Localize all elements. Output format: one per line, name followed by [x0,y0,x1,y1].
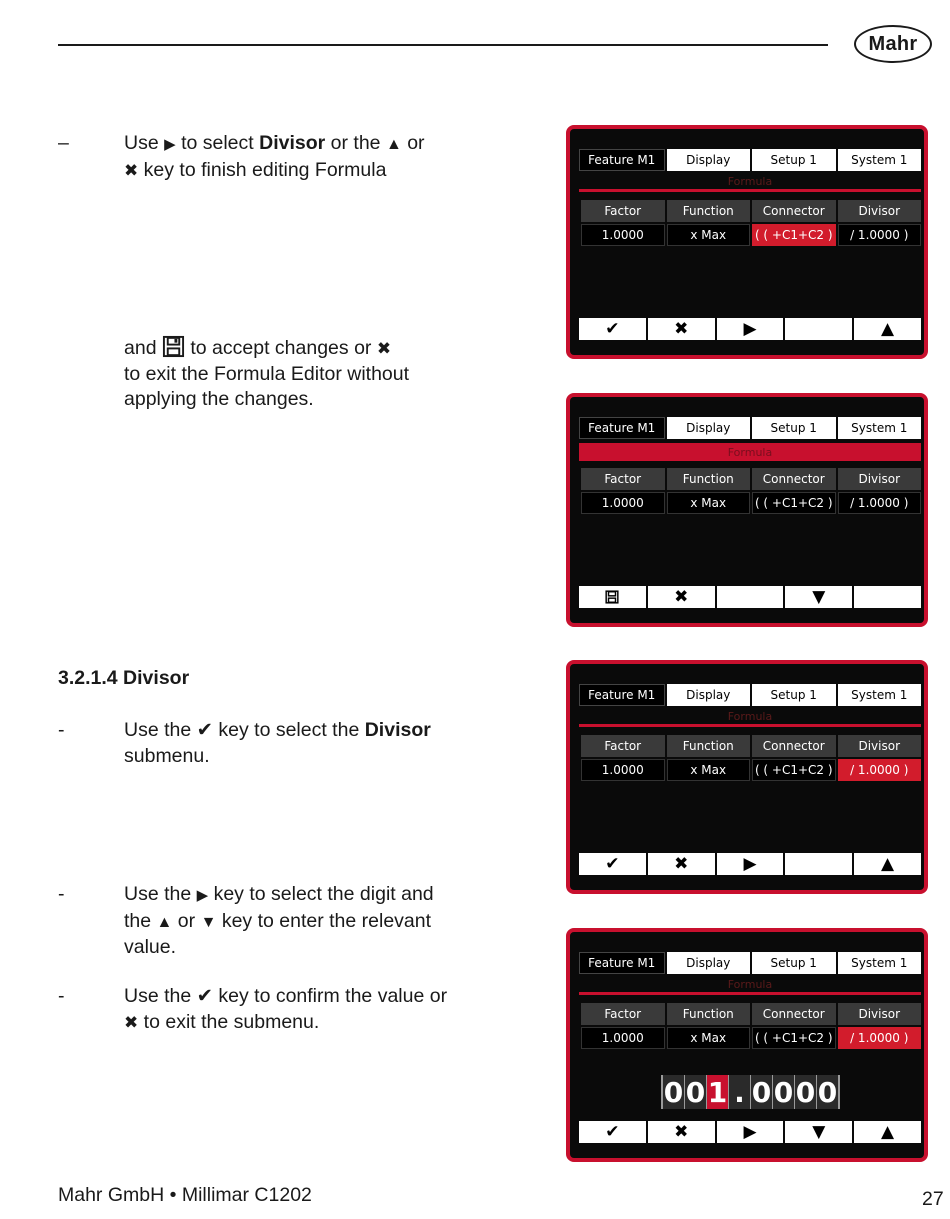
mahr-logo: Mahr [854,25,932,63]
instruction-step5: Use the ✔ key to confirm the value or ✖ to exit the submenu. [124,985,448,1033]
formula-label: Formula [579,174,921,192]
up-key[interactable]: ▲ [854,1121,921,1143]
formula-label[interactable]: Formula [579,443,921,461]
up-arrow-icon: ▲ [385,136,402,153]
function-cell[interactable]: x Max [667,1027,751,1049]
column-header: Connector [752,1003,836,1025]
right-arrow-icon: ▶ [196,887,209,904]
softkey-bar [579,1121,921,1143]
cross-icon: ✖ [124,1012,139,1032]
divisor-cell[interactable]: / 1.0000 ) [838,1027,922,1049]
column-header: Factor [581,200,665,222]
divisor-cell[interactable]: / 1.0000 ) [838,492,922,514]
bullet-dash: – [58,132,69,154]
factor-cell[interactable]: 1.0000 [581,224,665,246]
tab-display[interactable]: Display [667,684,751,706]
entry-decimal-point: . [729,1075,750,1109]
tab-display[interactable]: Display [667,149,751,171]
column-header: Divisor [838,468,922,490]
column-header: Factor [581,735,665,757]
instruction-step3: Use the ✔ key to select the Divisor submenu. [124,719,431,767]
entry-digit[interactable]: 0 [751,1075,772,1109]
down-key[interactable]: ▼ [785,1121,852,1143]
factor-cell[interactable]: 1.0000 [581,492,665,514]
section-heading: 3.2.1.4 Divisor [58,667,190,689]
divisor-value-entry[interactable] [661,1075,840,1109]
column-header: Factor [581,468,665,490]
right-key[interactable]: ▶ [717,318,784,340]
bullet-dash: - [58,883,65,905]
factor-cell[interactable]: 1.0000 [581,759,665,781]
tab-feature[interactable]: Feature M1 [579,149,665,171]
footer-company: Mahr GmbH • Millimar C1202 [58,1184,312,1206]
header-rule [58,44,828,46]
save-key[interactable] [579,586,646,608]
softkey-bar [579,586,921,608]
column-header: Divisor [838,1003,922,1025]
check-icon: ✔ [196,985,213,1007]
empty-key[interactable] [854,586,921,608]
tab-feature[interactable]: Feature M1 [579,417,665,439]
column-header: Function [667,1003,751,1025]
column-header: Factor [581,1003,665,1025]
up-key[interactable]: ▲ [854,853,921,875]
column-header: Connector [752,200,836,222]
softkey-bar [579,853,921,875]
tab-setup[interactable]: Setup 1 [752,417,836,439]
screen-tabs [579,149,921,173]
entry-digit[interactable]: 0 [795,1075,816,1109]
cross-icon: ✖ [376,339,392,358]
device-screen-2 [566,393,928,627]
cancel-key[interactable]: ✖ [648,853,715,875]
bullet-dash: - [58,985,65,1007]
formula-table [581,735,921,781]
cancel-key[interactable]: ✖ [648,318,715,340]
formula-label: Formula [579,709,921,727]
device-screen-4 [566,928,928,1162]
entry-digit-selected[interactable]: 1 [707,1075,728,1109]
right-key[interactable]: ▶ [717,853,784,875]
entry-digit[interactable]: 0 [685,1075,706,1109]
column-header: Function [667,200,751,222]
function-cell[interactable]: x Max [667,492,751,514]
tab-setup[interactable]: Setup 1 [752,952,836,974]
column-header: Connector [752,735,836,757]
down-key[interactable]: ▼ [785,586,852,608]
check-key[interactable]: ✔ [579,853,646,875]
instruction-step4: Use the ▶ key to select the digit and the ▲ or ▼ key to enter the relevant value. [124,883,434,958]
connector-cell[interactable]: ( ( +C1+C2 ) [752,1027,836,1049]
screen-tabs [579,417,921,441]
instruction-step1: Use ▶ to select Divisor or the ▲ or ✖ key to finish editing Formula [124,132,425,181]
check-key[interactable]: ✔ [579,318,646,340]
screen-tabs [579,952,921,976]
column-header: Divisor [838,200,922,222]
formula-table [581,468,921,514]
page-number: 27 [922,1188,944,1210]
tab-setup[interactable]: Setup 1 [752,149,836,171]
empty-key[interactable] [785,318,852,340]
tab-system[interactable]: System 1 [838,684,922,706]
function-cell[interactable]: x Max [667,759,751,781]
cross-icon: ✖ [124,160,139,180]
divisor-cell[interactable]: / 1.0000 ) [838,224,922,246]
tab-setup[interactable]: Setup 1 [752,684,836,706]
right-key[interactable]: ▶ [717,1121,784,1143]
up-key[interactable]: ▲ [854,318,921,340]
device-screen-3 [566,660,928,894]
tab-feature[interactable]: Feature M1 [579,684,665,706]
connector-cell[interactable]: ( ( +C1+C2 ) [752,492,836,514]
instruction-step2: and to accept changes or ✖ to exit the Formula Editor without applying the changes. [124,337,410,410]
formula-table [581,200,921,246]
tab-display[interactable]: Display [667,417,751,439]
connector-cell[interactable]: ( ( +C1+C2 ) [752,224,836,246]
formula-table [581,1003,921,1049]
cancel-key[interactable]: ✖ [648,1121,715,1143]
tab-display[interactable]: Display [667,952,751,974]
softkey-bar [579,318,921,340]
function-cell[interactable]: x Max [667,224,751,246]
empty-key[interactable] [717,586,784,608]
column-header: Connector [752,468,836,490]
save-icon [162,335,185,358]
device-screen-1 [566,125,928,359]
screen-tabs [579,684,921,708]
column-header: Function [667,468,751,490]
entry-digit[interactable]: 0 [663,1075,684,1109]
connector-cell[interactable]: ( ( +C1+C2 ) [752,759,836,781]
factor-cell[interactable]: 1.0000 [581,1027,665,1049]
down-arrow-icon: ▼ [200,913,217,931]
empty-key[interactable] [785,853,852,875]
up-arrow-icon: ▲ [156,913,173,931]
column-header: Divisor [838,735,922,757]
tab-feature[interactable]: Feature M1 [579,952,665,974]
check-key[interactable]: ✔ [579,1121,646,1143]
entry-digit[interactable]: 0 [817,1075,838,1109]
column-header: Function [667,735,751,757]
tab-system[interactable]: System 1 [838,417,922,439]
tab-system[interactable]: System 1 [838,149,922,171]
right-arrow-icon: ▶ [164,136,176,153]
save-icon [605,590,619,604]
check-icon: ✔ [196,719,213,741]
divisor-cell[interactable]: / 1.0000 ) [838,759,922,781]
entry-digit[interactable]: 0 [773,1075,794,1109]
tab-system[interactable]: System 1 [838,952,922,974]
bullet-dash: - [58,719,65,741]
formula-label: Formula [579,977,921,995]
cancel-key[interactable]: ✖ [648,586,715,608]
